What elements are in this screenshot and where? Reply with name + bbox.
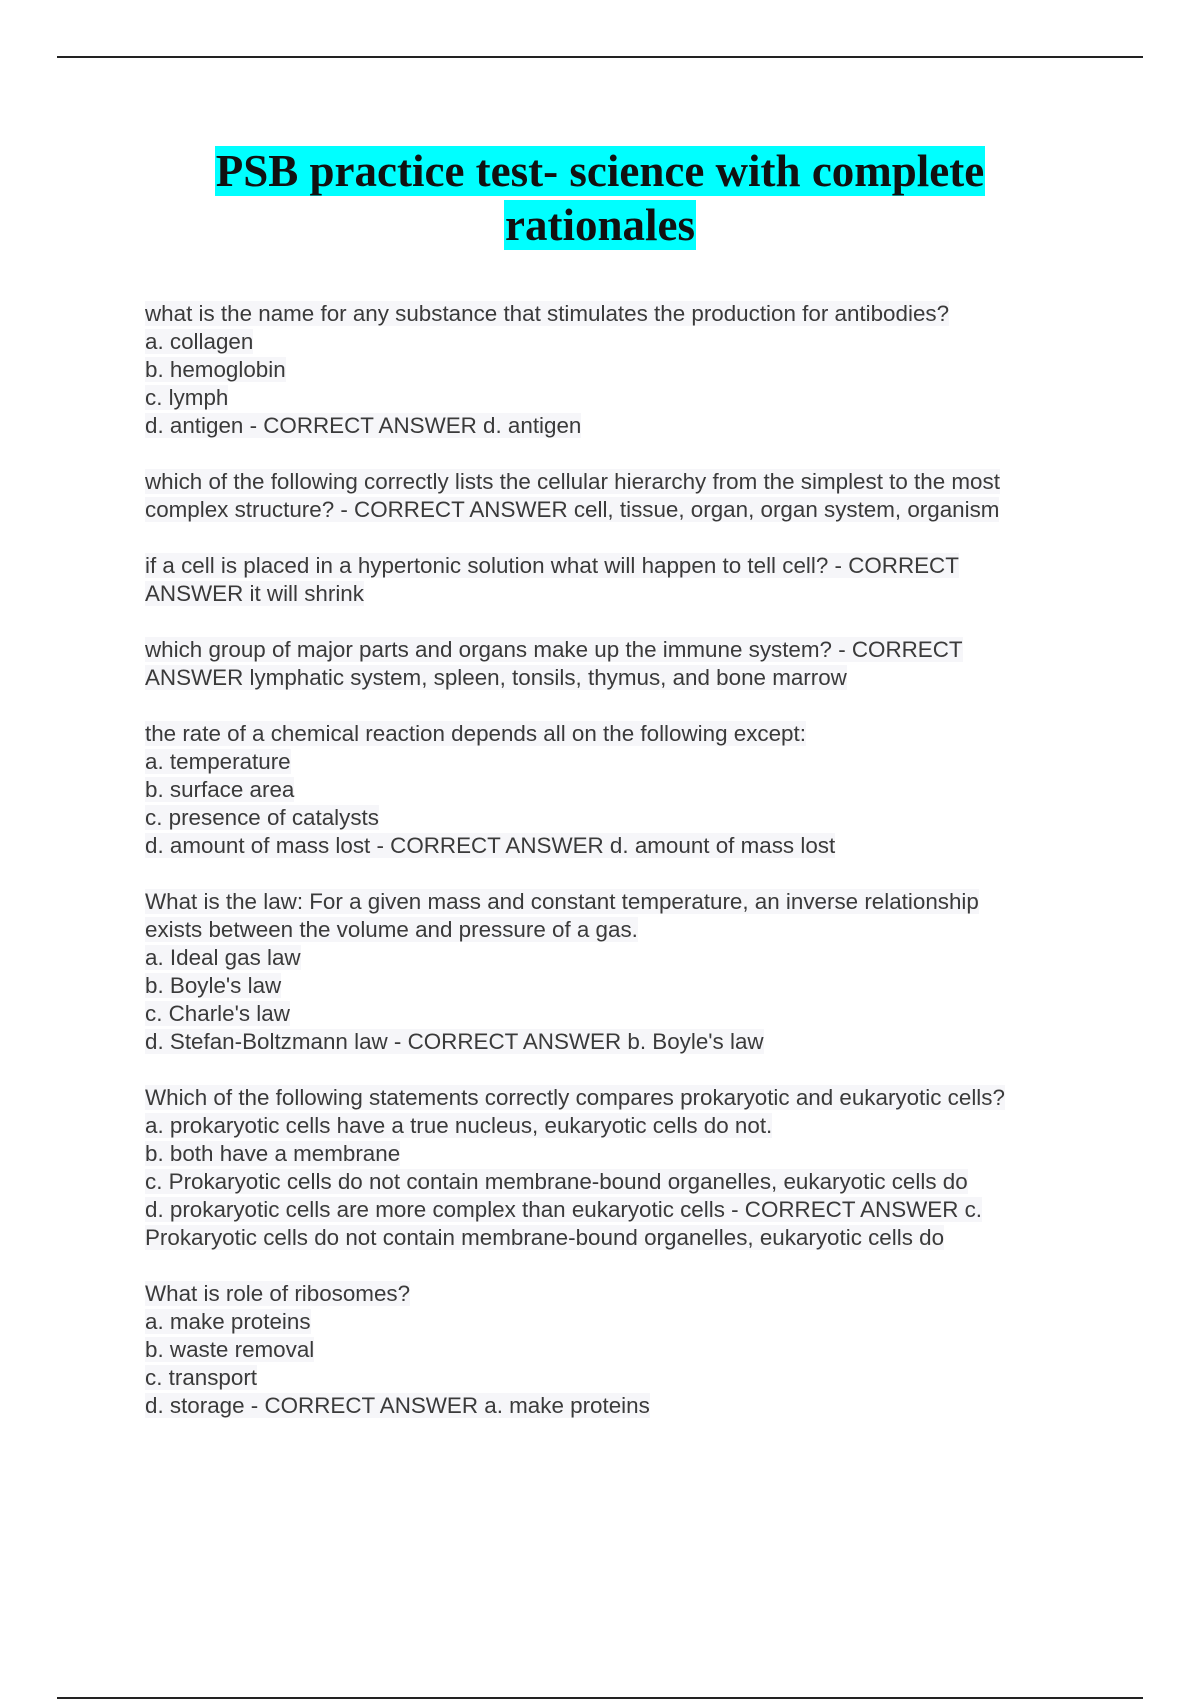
document-title (0, 144, 1200, 252)
question-list (145, 300, 1105, 1448)
question-text (145, 552, 1105, 580)
line-text: Prokaryotic cells do not contain membrane-bound organelles, eukaryotic cells do (145, 1225, 945, 1250)
question-block (145, 720, 1105, 860)
question-block (145, 468, 1105, 524)
line-text: c. Charle's law (145, 1001, 290, 1026)
line-text: d. antigen - CORRECT ANSWER d. antigen (145, 413, 582, 438)
answer-line (145, 804, 1105, 832)
line-text: Which of the following statements correctly compares prokaryotic and eukaryotic cells? (145, 1085, 1005, 1110)
answer-line (145, 664, 1105, 692)
line-text: c. presence of catalysts (145, 805, 379, 830)
answer-line (145, 1308, 1105, 1336)
answer-line (145, 580, 1105, 608)
question-block (145, 888, 1105, 1056)
line-text: d. Stefan-Boltzmann law - CORRECT ANSWER b. Boyle's law (145, 1029, 764, 1054)
line-text: ANSWER lymphatic system, spleen, tonsils, thymus, and bone marrow (145, 665, 847, 690)
line-text: c. transport (145, 1365, 257, 1390)
line-text: which group of major parts and organs make up the immune system? - CORRECT (145, 637, 963, 662)
answer-line (145, 412, 1105, 440)
question-text (145, 468, 1105, 496)
question-block (145, 1084, 1105, 1252)
line-text: b. hemoglobin (145, 357, 286, 382)
line-text: the rate of a chemical reaction depends all on the following except: (145, 721, 806, 746)
line-text: a. Ideal gas law (145, 945, 301, 970)
answer-line (145, 1196, 1105, 1224)
line-text: d. amount of mass lost - CORRECT ANSWER d. amount of mass lost (145, 833, 836, 858)
line-text: d. prokaryotic cells are more complex than eukaryotic cells - CORRECT ANSWER c. (145, 1197, 983, 1222)
answer-line (145, 328, 1105, 356)
question-text (145, 888, 1105, 916)
answer-line (145, 776, 1105, 804)
answer-line (145, 496, 1105, 524)
question-text (145, 720, 1105, 748)
answer-line (145, 944, 1105, 972)
line-text: a. prokaryotic cells have a true nucleus, eukaryotic cells do not. (145, 1113, 773, 1138)
answer-line (145, 1364, 1105, 1392)
line-text: b. Boyle's law (145, 973, 282, 998)
question-text (145, 1280, 1105, 1308)
answer-line (145, 916, 1105, 944)
question-text (145, 1084, 1105, 1112)
question-block (145, 300, 1105, 440)
line-text: b. both have a membrane (145, 1141, 401, 1166)
line-text: What is role of ribosomes? (145, 1281, 411, 1306)
question-block (145, 636, 1105, 692)
line-text: a. collagen (145, 329, 254, 354)
answer-line (145, 832, 1105, 860)
line-text: c. Prokaryotic cells do not contain membrane-bound organelles, eukaryotic cells do (145, 1169, 968, 1194)
line-text: a. temperature (145, 749, 291, 774)
line-text: exists between the volume and pressure of a gas. (145, 917, 638, 942)
title-text-1: PSB practice test- science with complete (215, 146, 985, 196)
line-text: b. surface area (145, 777, 295, 802)
line-text: which of the following correctly lists the cellular hierarchy from the simplest to the most (145, 469, 1000, 494)
title-line-1 (0, 144, 1200, 198)
line-text: ANSWER it will shrink (145, 581, 364, 606)
line-text: d. storage - CORRECT ANSWER a. make proteins (145, 1393, 650, 1418)
line-text: c. lymph (145, 385, 229, 410)
answer-line (145, 1140, 1105, 1168)
question-text (145, 300, 1105, 328)
line-text: What is the law: For a given mass and constant temperature, an inverse relationship (145, 889, 979, 914)
answer-line (145, 972, 1105, 1000)
title-line-2 (0, 198, 1200, 252)
title-text-2: rationales (505, 200, 695, 250)
top-rule (57, 56, 1143, 58)
answer-line (145, 748, 1105, 776)
answer-line (145, 1224, 1105, 1252)
line-text: b. waste removal (145, 1337, 315, 1362)
line-text: if a cell is placed in a hypertonic solution what will happen to tell cell? - CORRECT (145, 553, 959, 578)
question-block (145, 1280, 1105, 1420)
line-text: a. make proteins (145, 1309, 311, 1334)
question-block (145, 552, 1105, 608)
answer-line (145, 384, 1105, 412)
answer-line (145, 356, 1105, 384)
answer-line (145, 1336, 1105, 1364)
line-text: complex structure? - CORRECT ANSWER cell, tissue, organ, organ system, organism (145, 497, 1000, 522)
answer-line (145, 1392, 1105, 1420)
question-text (145, 636, 1105, 664)
answer-line (145, 1168, 1105, 1196)
answer-line (145, 1000, 1105, 1028)
answer-line (145, 1028, 1105, 1056)
answer-line (145, 1112, 1105, 1140)
bottom-rule (57, 1697, 1143, 1699)
line-text: what is the name for any substance that stimulates the production for antibodies? (145, 301, 950, 326)
